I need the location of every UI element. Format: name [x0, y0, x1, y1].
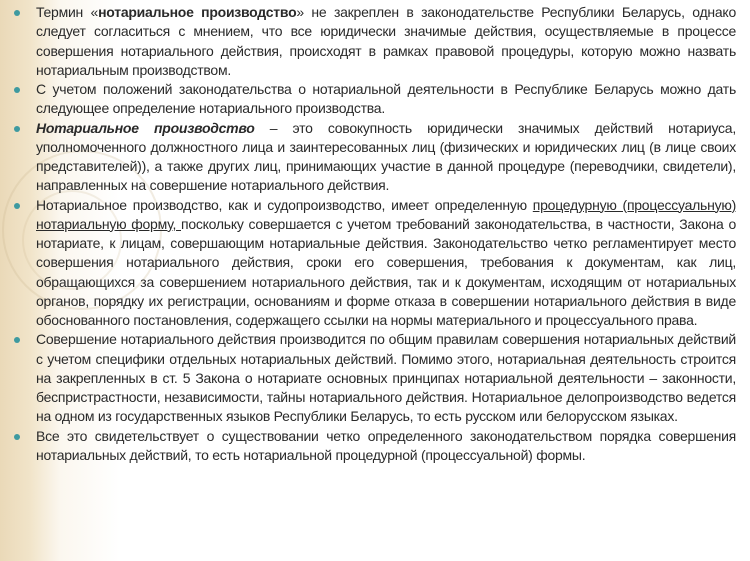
list-item [36, 427, 736, 466]
text: Совершение нотариального действия производится по общим правилам совершения нотариальных действий с учетом специфики отдельных нотариальных действий. Помимо этого, нотариальная деятельность строится на закрепленных в ст. 5 Закона о нотариате основных принципах нотариальной деятельности – законности, беспристрастности, независимости, тайны нотариального действия. Нотариальное делопроизводство ведется на одном из государственных языков Республики Беларусь, то есть русском или белорусском языках. [36, 331, 736, 425]
text: » не закреплен в законодательстве Республики Беларусь, однако следует согласиться с мнением, что все юридически значимые действия, осуществляемые в процессе совершения нотариального действия, происходят в рамках правовой процедуры, которую можно назвать нотариальным производством. [36, 4, 736, 78]
bullet-list [36, 3, 736, 465]
bullet-icon [14, 10, 20, 16]
text: – это совокупность юридически значимых действий нотариуса, уполномоченного должностного лица и заинтересованных лиц (физических и юридических лиц (в лице своих представителей)), а также других лиц, принимающих участие в данной процедуре (переводчики, свидетели), направленных на совершение нотариального действия. [36, 119, 736, 194]
list-item [36, 80, 736, 119]
text: Все это свидетельствует о существовании четко определенного законодательством порядка совершения нотариальных действий, то есть нотариальной процедурной (процессуальной) формы. [36, 427, 736, 463]
text: поскольку совершается с учетом требований законодательства, в частности, Закона о нотариате, к лицам, совершающим нотариальные действия. Законодательство четко регламентирует место совершения нотариального действия, сроки его совершения, требования к документам, как лиц, обращающихся за совершением нотариального действия, так и к документам, исходящим от нотариальных органов, порядку их регистрации, основаниям и форме отказа в совершении нотариального действия в виде обоснованного постановления, содержащего ссылки на нормы материального и процессуального права. [36, 215, 736, 328]
list-item [36, 330, 736, 426]
bold-term: нотариальное производство [98, 4, 297, 20]
text: С учетом положений законодательства о нотариальной деятельности в Республике Беларусь можно дать следующее определение нотариального производства. [36, 81, 736, 117]
text: Нотариальное производство, как и судопроизводство, имеет определенную [36, 196, 533, 213]
bullet-icon [14, 337, 20, 343]
bullet-icon [14, 203, 20, 209]
text: Термин « [36, 4, 99, 20]
definition-term: Нотариальное производство [36, 119, 255, 136]
bullet-icon [14, 434, 20, 440]
list-item [36, 119, 736, 196]
list-item [36, 196, 736, 331]
underlined-text: процедурную (процессуальную) нотариальную форму, [36, 196, 736, 232]
bullet-icon [14, 87, 20, 93]
list-item [36, 3, 736, 80]
bullet-icon [14, 126, 20, 132]
